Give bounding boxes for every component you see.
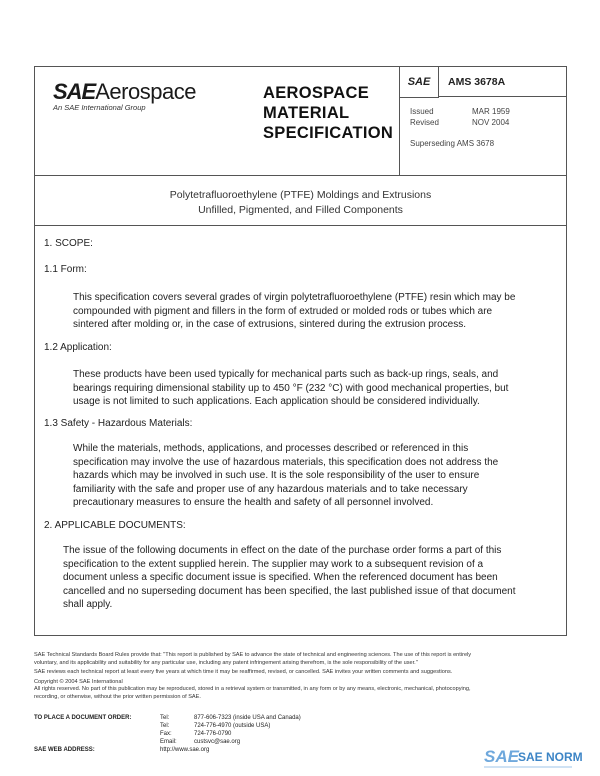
revised-date: NOV 2004 xyxy=(472,118,510,127)
web-link[interactable]: http://www.sae.org xyxy=(160,747,210,753)
title-line-3: SPECIFICATION xyxy=(263,124,394,142)
tel2-label: Tel: xyxy=(160,723,170,729)
paragraph-line: document unless a specific document issue is specified. When the referenced document has been xyxy=(63,572,498,584)
paragraph-line: The issue of the following documents in effect on the date of the purchase order forms a part of this xyxy=(63,545,502,556)
logo-brand-bold: SAE xyxy=(53,79,96,104)
paragraph-line: specification may involve the use of hazardous materials, this specification does not address the xyxy=(73,456,499,468)
tel-number[interactable]: 877-606-7323 (inside USA and Canada) xyxy=(194,715,301,721)
order-label: TO PLACE A DOCUMENT ORDER: xyxy=(34,715,132,721)
logo-subtitle: An SAE International Group xyxy=(53,103,146,112)
email-label: Email: xyxy=(160,739,177,745)
watermark-text: SAE NORM xyxy=(518,750,583,764)
spec-title-cell xyxy=(247,67,399,175)
tel-label: Tel: xyxy=(160,715,170,721)
section-1-heading: 1. SCOPE: xyxy=(44,238,93,249)
superseding-note: Superseding AMS 3678 xyxy=(410,139,495,148)
footer-line: SAE reviews each technical report at least every five years at which time it may be reaffirmed, revised, or cancelled. SAE invites your written comments and suggestions. xyxy=(34,669,453,675)
paragraph-line: precautionary measures to ensure the health and safety of all personnel involved. xyxy=(73,497,434,509)
title-line-1: AEROSPACE xyxy=(263,84,369,102)
footer-line: All rights reserved. No part of this publication may be reproduced, stored in a retrieval system or transmitted, in any form or by any means, electronic, mechanical, photocopying, xyxy=(34,686,471,692)
footer-line: recording, or otherwise, without the prior written permission of SAE. xyxy=(34,693,201,700)
section-1-1-heading: 1.1 Form: xyxy=(44,264,87,275)
issued-date: MAR 1959 xyxy=(472,107,510,116)
section-2-heading: 2. APPLICABLE DOCUMENTS: xyxy=(44,520,186,531)
sae-mark: SAE xyxy=(400,67,439,98)
paragraph-line: hazards which may be involved in such use. It is the sole responsibility of the user to ensure xyxy=(73,470,480,482)
paragraph-line: shall apply. xyxy=(63,599,113,611)
document-frame xyxy=(34,66,567,636)
web-label: SAE WEB ADDRESS: xyxy=(34,747,95,753)
paragraph-line: bearings requiring dimensional stability up to 450 °F (232 °C) with good mechanical properties, but xyxy=(73,382,509,394)
paragraph-line: These products have been used typically for mechanical parts such as back-up rings, seals, and xyxy=(73,369,499,380)
sae-norm-logo-icon xyxy=(484,744,583,770)
doc-number: AMS 3678A xyxy=(438,67,567,97)
logo-cell xyxy=(35,67,247,175)
tel2-number[interactable]: 724-776-4970 (outside USA) xyxy=(194,723,271,729)
fax-number: 724-776-0790 xyxy=(194,731,232,737)
revised-label: Revised xyxy=(410,118,439,127)
title-line-2: MATERIAL xyxy=(263,104,350,122)
paragraph-line: usage is not limited to such applications. Each application should be considered individually. xyxy=(73,396,480,408)
paragraph-applicable-documents xyxy=(63,544,558,612)
issued-label: Issued xyxy=(410,107,434,116)
sae-aerospace-logo xyxy=(53,79,196,105)
paragraph-form xyxy=(73,291,553,332)
paragraph-line: cancelled and no superseding document has been specified, the last published issue of that document xyxy=(63,585,516,597)
section-1-3-heading: 1.3 Safety - Hazardous Materials: xyxy=(44,418,193,429)
paragraph-application xyxy=(73,368,553,409)
legal-footer xyxy=(34,652,567,701)
footer-line: SAE Technical Standards Board Rules provide that: "This report is published by SAE to advance the state of technical and engineering sciences. The use of this report is entirely xyxy=(34,652,472,658)
document-title-line-2: Unfilled, Pigmented, and Filled Components xyxy=(198,204,403,216)
paragraph-line: specification to the extent supplied herein. The supplier may work to a subsequent revision of a xyxy=(63,558,484,570)
footer-line: Copyright © 2004 SAE International xyxy=(34,678,123,685)
section-1-2-heading: 1.2 Application: xyxy=(44,342,112,353)
logo-brand-rest: Aerospace xyxy=(95,79,196,104)
document-title xyxy=(35,175,566,226)
paragraph-line: This specification covers several grades of virgin polytetrafluoroethylene (PTFE) resin which may be xyxy=(73,292,516,303)
fax-label: Fax: xyxy=(160,731,172,737)
document-title-line-1: Polytetrafluoroethylene (PTFE) Moldings and Extrusions xyxy=(169,189,432,201)
doc-meta-cell xyxy=(399,67,567,175)
paragraph-safety xyxy=(73,442,553,510)
header-row xyxy=(35,67,566,176)
footer-line: voluntary, and its applicability and suitability for any particular use, including any patent infringement arising therefrom, is the sole responsibility of the user." xyxy=(34,659,418,666)
email-link[interactable]: custsvc@sae.org xyxy=(194,739,241,745)
watermark-mark: SAE xyxy=(484,747,519,766)
paragraph-line: sintered after molding or, in the case of extrusions, sintered during the extrusion process. xyxy=(73,319,466,331)
paragraph-line: familiarity with the safe and proper use of any hazardous materials and to take necessary xyxy=(73,483,468,495)
paragraph-line: While the materials, methods, applications, and processes described or referenced in this xyxy=(73,443,469,454)
paragraph-line: compounded with pigment and fillers in the form of extruded or molded rods or tubes which are xyxy=(73,305,493,317)
sae-norm-watermark xyxy=(484,744,583,770)
